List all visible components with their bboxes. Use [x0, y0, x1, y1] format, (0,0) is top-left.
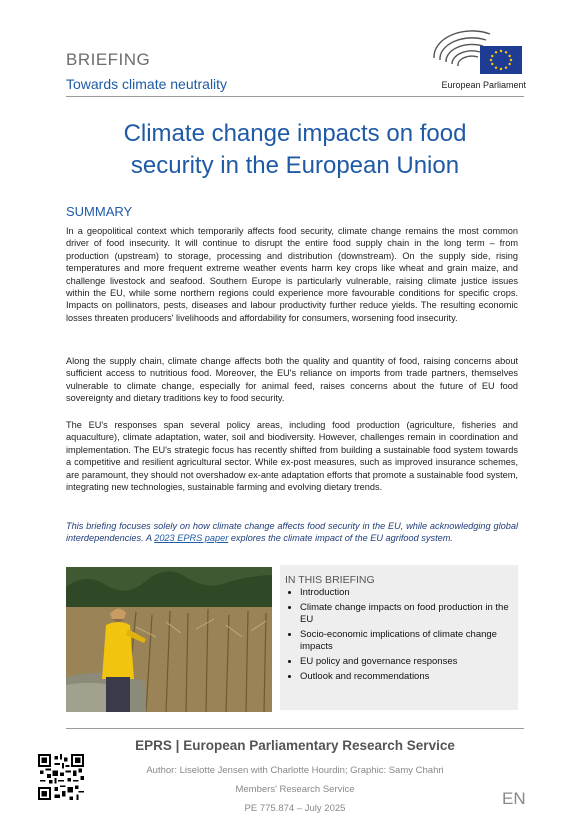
language-code: EN	[502, 789, 526, 808]
logo-caption: European Parliament	[441, 80, 526, 90]
summary-paragraph-3: The EU's responses span several policy areas, including food production (agriculture, fisheries and aquaculture), climate adaptation, water, soil and biodiversity. However, challenges remain in coordination and implementation. The EU's strategic focus has recently shifted from building a sustainable food system towards a competitive and resilient agricultural sector. While ex-post measures, such as improved insurance schemes, are paramount, they should not overshadow ex-ante adaptation efforts that promote a sustainable food system, integrating new technologies, sustainable farming and evolving dietary trends.	[66, 420, 518, 493]
summary-paragraph-2: Along the supply chain, climate change affects both the quality and quantity of food, raising concerns about sufficient access to nutritious food. Moreover, the EU's reliance on imports from trade partners, themselves vulnerable to climate change, especially for animal feed, raises concerns about the future of EU food sovereignty and dietary traditions key to food security.	[66, 356, 518, 404]
contents-item: • Introduction	[300, 587, 510, 600]
contents-item: • Socio-economic implications of climate change impacts	[300, 629, 510, 654]
author-credit: Author: Liselotte Jensen with Charlotte Hourdin; Graphic: Samy Chahri	[146, 765, 444, 776]
summary-note	[66, 520, 518, 545]
service-name: Members' Research Service	[235, 784, 355, 795]
note-text-start: This briefing focuses solely on how climate change affects food security in the EU, while acknowledging global interdependencies. A	[66, 521, 518, 544]
contents-item: • EU policy and governance responses	[300, 656, 510, 669]
briefing-contents-list	[284, 587, 510, 685]
series-subtitle: Towards climate neutrality	[66, 76, 228, 92]
header-divider	[66, 96, 524, 97]
footer-divider	[66, 728, 524, 729]
contents-item: • Climate change impacts on food production in the EU	[300, 602, 510, 627]
note-text-end: explores the climate impact of the EU agrifood system.	[228, 533, 453, 544]
eprs-organization: EPRS | European Parliamentary Research Service	[135, 738, 455, 753]
summary-paragraph-1: In a geopolitical context which temporarily affects food security, climate change remains the most common driver of food insecurity. It will continue to disrupt the entire food supply chain in the long term – from production (upstream) to storage, processing and distribution (downstream). On the supply side, rising temperatures and more frequent extreme weather events harm key crops like wheat and grain maize, and challenge livestock and seafood. Southern Europe is particularly vulnerable, raising climate justice issues within the EU, while some northern regions could experience more favourable conditions for specific crops. Impacts on pollinators, pests, diseases and labour productivity further reduce yields. The resulting economic losses threaten producers' livelihoods and affordability for consumers, worsening food insecurity.	[66, 226, 518, 323]
in-this-briefing-heading: IN THIS BRIEFING	[285, 574, 375, 586]
title-line-1: Climate change impacts on food	[123, 120, 467, 147]
briefing-label: BRIEFING	[66, 50, 151, 69]
cover-photo	[66, 567, 272, 712]
in-this-briefing-box	[280, 565, 518, 710]
eprs-paper-link[interactable]: 2023 EPRS paper	[154, 533, 229, 544]
title-line-2: security in the European Union	[130, 152, 460, 179]
document-reference: PE 775.874 – July 2025	[244, 803, 346, 814]
contents-item: • Outlook and recommendations	[300, 671, 510, 684]
document-title	[66, 118, 524, 182]
summary-heading: SUMMARY	[66, 204, 133, 219]
